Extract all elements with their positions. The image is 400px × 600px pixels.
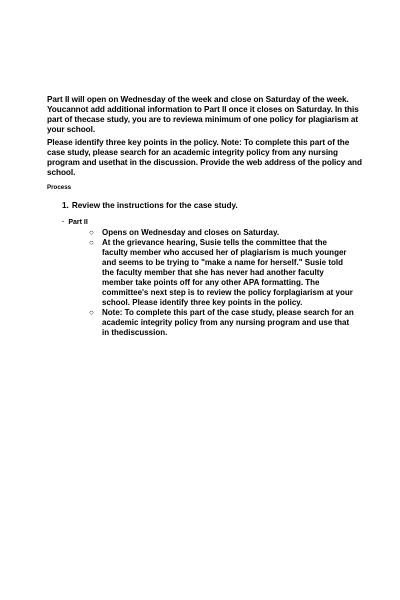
paragraph-part-two-schedule: Part II will open on Wednesday of the week and close on Saturday of the week. Youcannot add additional information to Part II once it closes on Saturday. In this part of thecase study, you are to reviewa minimum of one policy for plagiarism at your school. — [47, 95, 359, 134]
part-two-bullet-list — [89, 228, 354, 338]
list-item — [89, 308, 354, 338]
circle-bullet-icon: ○ — [89, 228, 94, 237]
bullet-text: At the grievance hearing, Susie tells the committee that the faculty member who accused her of plagiarism is much younger and seems to be trying to "make a name for herself." Susie told the faculty member that she has never had another faculty member take points off for any other APA formatting. The committee's next step is to review the policy forplagiarism at your school. Please identify three key points in the policy. — [102, 238, 353, 307]
circle-bullet-icon: ○ — [89, 308, 94, 317]
list-item — [89, 228, 354, 238]
bullet-dot-icon: · — [62, 219, 65, 226]
list-item — [89, 238, 354, 308]
step-1-number: 1. — [62, 201, 69, 210]
bullet-text: Opens on Wednesday and closes on Saturday. — [102, 228, 280, 237]
part-two-label: Part II — [68, 219, 88, 226]
step-1-text: Review the instructions for the case study. — [71, 201, 238, 210]
paragraph-identify-key-points: Please identify three key points in the policy. Note: To complete this part of the case study, please search for an academic integrity policy from any nursing program and usethat in the discussion. Provide the web address of the policy and school. — [47, 138, 362, 177]
bullet-text: Note: To complete this part of the case study, please search for an academic integrity policy from any nursing program and use that in thediscussion. — [102, 308, 354, 337]
step-1 — [62, 201, 238, 211]
circle-bullet-icon: ○ — [89, 238, 94, 247]
process-label: Process — [47, 184, 72, 191]
part-two-heading — [62, 218, 88, 228]
